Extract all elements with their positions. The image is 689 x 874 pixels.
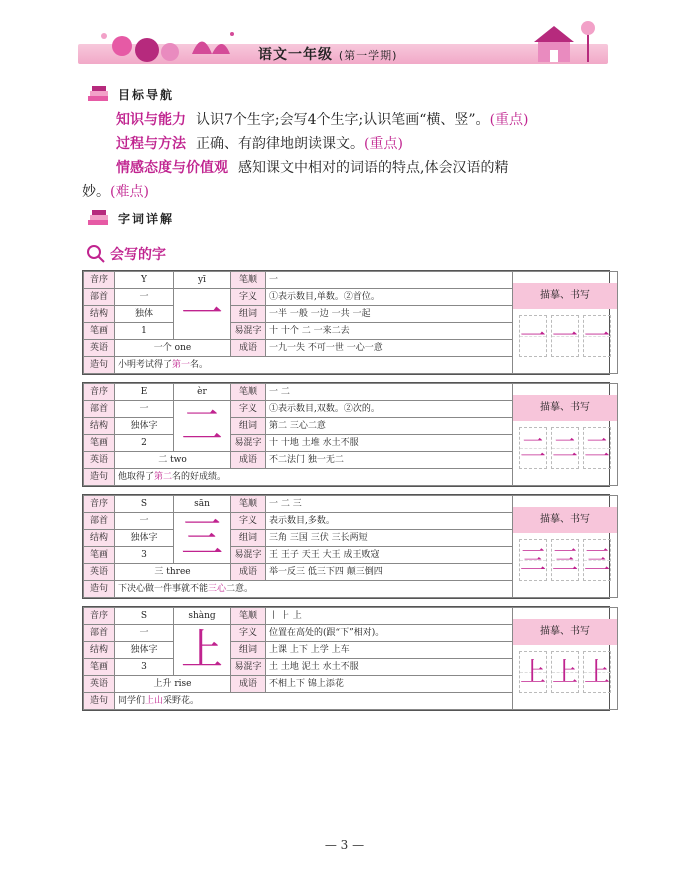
practice-area (513, 608, 618, 710)
label: 字义 (231, 625, 266, 642)
writing-cell[interactable] (519, 651, 547, 693)
practice-title: 描摹、书写 (513, 619, 617, 645)
bihua-value: 2 (115, 435, 174, 452)
label: 英语 (84, 676, 115, 693)
goal-mark: (难点) (110, 184, 149, 200)
confusable: 土 土地 泥土 水土不服 (266, 659, 513, 676)
goal-mark: (重点) (489, 112, 529, 128)
word-groups: 三角 三国 三伏 三长两短 (266, 530, 513, 547)
yinxu-value: Y (115, 272, 174, 289)
big-char: 上 (180, 625, 223, 674)
sentence-post: 名。 (190, 360, 209, 370)
label: 结构 (84, 530, 115, 547)
yinxu-value: E (115, 384, 174, 401)
page-header (78, 18, 608, 72)
writing-cell[interactable] (583, 315, 611, 357)
label: 成语 (231, 340, 266, 357)
practice-title: 描摹、书写 (513, 507, 617, 533)
confusable: 十 十个 二 一来二去 (266, 323, 513, 340)
sentence-pre: 下决心做一件事就不能 (118, 584, 209, 594)
example-sentence (115, 357, 513, 374)
label: 易混字 (231, 659, 266, 676)
goal-knowledge (82, 108, 612, 132)
pinyin: shàng (174, 608, 231, 625)
trace-char: 二 (520, 433, 547, 464)
char-table (83, 383, 618, 486)
label: 笔画 (84, 323, 115, 340)
practice-area (513, 384, 618, 486)
english: 三 three (115, 564, 231, 581)
word-groups: 上课 上下 上学 上车 (266, 642, 513, 659)
char-table (83, 271, 618, 374)
label: 音序 (84, 384, 115, 401)
label: 部首 (84, 289, 115, 306)
idioms: 举一反三 低三下四 颠三倒四 (266, 564, 513, 581)
char-table (83, 495, 618, 598)
magnifier-icon (86, 244, 106, 264)
sentence-highlight: 上山 (145, 696, 164, 706)
sentence-post: 采野花。 (163, 696, 200, 706)
label: 部首 (84, 625, 115, 642)
trace-char: 上 (552, 657, 579, 688)
label: 英语 (84, 564, 115, 581)
label: 笔顺 (231, 384, 266, 401)
jiegou-value: 独体字 (115, 418, 174, 435)
goal-nav-title: 目标导航 (118, 87, 175, 102)
example-sentence (115, 581, 513, 598)
char-block (82, 494, 610, 599)
label: 笔画 (84, 659, 115, 676)
idioms: 一九一失 不可一世 一心一意 (266, 340, 513, 357)
pinyin: èr (174, 384, 231, 401)
goal-process (82, 132, 612, 156)
bushou-value: 一 (115, 401, 174, 418)
writable-chars-title: 会写的字 (110, 247, 166, 263)
bihua-value: 3 (115, 547, 174, 564)
goal-key: 情感态度与价值观 (116, 160, 228, 176)
label: 字义 (231, 289, 266, 306)
house-decoration-icon (508, 18, 608, 68)
sentence-highlight: 第二 (154, 472, 173, 482)
label: 造句 (84, 693, 115, 710)
header-title (258, 44, 397, 64)
sentence-pre: 小明考试得了 (118, 360, 173, 370)
word-groups: 一半 一般 一边 一共 一起 (266, 306, 513, 323)
stroke-order: 一 二 (266, 384, 513, 401)
trace-char: 上 (584, 657, 611, 688)
char-display (174, 289, 231, 340)
writing-cell[interactable] (551, 539, 579, 581)
page-number: — 3 — (324, 838, 365, 852)
writing-cell[interactable] (583, 651, 611, 693)
sentence-post: 二意。 (226, 584, 254, 594)
label: 音序 (84, 272, 115, 289)
char-block (82, 382, 610, 487)
books-icon (86, 84, 112, 104)
label: 笔顺 (231, 272, 266, 289)
english: 上升 rise (115, 676, 231, 693)
label: 部首 (84, 513, 115, 530)
sentence-highlight: 三心 (208, 584, 227, 594)
writing-cell[interactable] (519, 315, 547, 357)
sentence-pre: 同学们 (118, 696, 146, 706)
label: 笔顺 (231, 496, 266, 513)
bushou-value: 一 (115, 513, 174, 530)
pinyin: sān (174, 496, 231, 513)
word-detail-title: 字词详解 (118, 211, 175, 226)
stroke-order: 一 (266, 272, 513, 289)
yinxu-value: S (115, 608, 174, 625)
confusable: 十 十地 土堆 水土不服 (266, 435, 513, 452)
label: 结构 (84, 418, 115, 435)
label: 造句 (84, 357, 115, 374)
sentence-pre: 他取得了 (118, 472, 155, 482)
char-block (82, 270, 610, 375)
meaning: 表示数目,多数。 (266, 513, 513, 530)
practice-area (513, 496, 618, 598)
bihua-value: 3 (115, 659, 174, 676)
jiegou-value: 独体 (115, 306, 174, 323)
trace-char: 一 (552, 321, 579, 352)
meaning: ①表示数目,单数。②首位。 (266, 289, 513, 306)
pinyin: yī (174, 272, 231, 289)
trace-char: 三 (520, 545, 547, 576)
label: 组词 (231, 642, 266, 659)
label: 音序 (84, 496, 115, 513)
trace-char: 三 (584, 545, 611, 576)
stroke-order: 一 二 三 (266, 496, 513, 513)
writing-cell[interactable] (551, 651, 579, 693)
writing-cell[interactable] (583, 539, 611, 581)
label: 字义 (231, 513, 266, 530)
label: 组词 (231, 418, 266, 435)
writable-chars-heading (86, 244, 166, 264)
english: 一个 one (115, 340, 231, 357)
label: 字义 (231, 401, 266, 418)
meaning: ①表示数目,双数。②次的。 (266, 401, 513, 418)
label: 组词 (231, 306, 266, 323)
stroke-order: 丨 ⺊ 上 (266, 608, 513, 625)
goals-section (82, 108, 612, 204)
char-block (82, 606, 610, 711)
label: 造句 (84, 581, 115, 598)
char-display (174, 401, 231, 452)
goal-text: 正确、有韵律地朗读课文。 (196, 136, 364, 152)
goal-text: 感知课文中相对的词语的特点,体会汉语的精 (238, 160, 509, 176)
trace-char: 二 (552, 433, 579, 464)
big-char: 一 (180, 289, 223, 338)
sentence-highlight: 第一 (172, 360, 191, 370)
trace-char: 上 (520, 657, 547, 688)
char-display (174, 625, 231, 676)
label: 造句 (84, 469, 115, 486)
goal-text: 妙。 (82, 184, 110, 200)
char-display (174, 513, 231, 564)
word-groups: 第二 三心二意 (266, 418, 513, 435)
example-sentence (115, 469, 513, 486)
meaning: 位置在高处的(跟“下”相对)。 (266, 625, 513, 642)
goal-key: 过程与方法 (116, 136, 186, 152)
practice-grid (513, 533, 617, 587)
flower-decoration-icon (92, 24, 242, 68)
label: 笔顺 (231, 608, 266, 625)
goal-text: 认识7个生字;会写4个生字;认识笔画“横、竖”。 (196, 112, 490, 128)
yinxu-value: S (115, 496, 174, 513)
term-label: (第一学期) (338, 49, 398, 62)
label: 音序 (84, 608, 115, 625)
practice-area (513, 272, 618, 374)
goal-key: 知识与能力 (116, 112, 186, 128)
label: 部首 (84, 401, 115, 418)
jiegou-value: 独体字 (115, 642, 174, 659)
label: 成语 (231, 564, 266, 581)
word-detail-heading (86, 208, 174, 228)
books-icon (86, 208, 112, 228)
writing-cell[interactable] (551, 315, 579, 357)
bushou-value: 一 (115, 289, 174, 306)
writing-cell[interactable] (519, 427, 547, 469)
char-table (83, 607, 618, 710)
practice-grid (513, 421, 617, 475)
label: 笔画 (84, 547, 115, 564)
label: 结构 (84, 642, 115, 659)
label: 成语 (231, 676, 266, 693)
goal-attitude (82, 156, 612, 180)
practice-title: 描摹、书写 (513, 395, 617, 421)
writing-cell[interactable] (519, 539, 547, 581)
goal-nav-heading (86, 84, 174, 104)
goal-attitude-cont (82, 180, 612, 204)
practice-grid (513, 309, 617, 363)
book-title: 语文一年级 (258, 47, 333, 63)
label: 结构 (84, 306, 115, 323)
goal-mark: (重点) (364, 136, 403, 152)
writing-cell[interactable] (551, 427, 579, 469)
trace-char: 二 (584, 433, 611, 464)
idioms: 不二法门 独一无二 (266, 452, 513, 469)
trace-char: 一 (520, 321, 547, 352)
confusable: 王 王子 天王 大王 成王败寇 (266, 547, 513, 564)
bushou-value: 一 (115, 625, 174, 642)
big-char: 二 (180, 401, 223, 450)
label: 英语 (84, 452, 115, 469)
jiegou-value: 独体字 (115, 530, 174, 547)
trace-char: 一 (584, 321, 611, 352)
label: 笔画 (84, 435, 115, 452)
sentence-post: 名的好成绩。 (172, 472, 227, 482)
practice-title: 描摹、书写 (513, 283, 617, 309)
practice-grid (513, 645, 617, 699)
writing-cell[interactable] (583, 427, 611, 469)
label: 易混字 (231, 435, 266, 452)
label: 成语 (231, 452, 266, 469)
trace-char: 三 (552, 545, 579, 576)
big-char: 三 (180, 513, 223, 562)
label: 易混字 (231, 547, 266, 564)
example-sentence (115, 693, 513, 710)
bihua-value: 1 (115, 323, 174, 340)
idioms: 不相上下 锦上添花 (266, 676, 513, 693)
label: 英语 (84, 340, 115, 357)
english: 二 two (115, 452, 231, 469)
label: 易混字 (231, 323, 266, 340)
label: 组词 (231, 530, 266, 547)
